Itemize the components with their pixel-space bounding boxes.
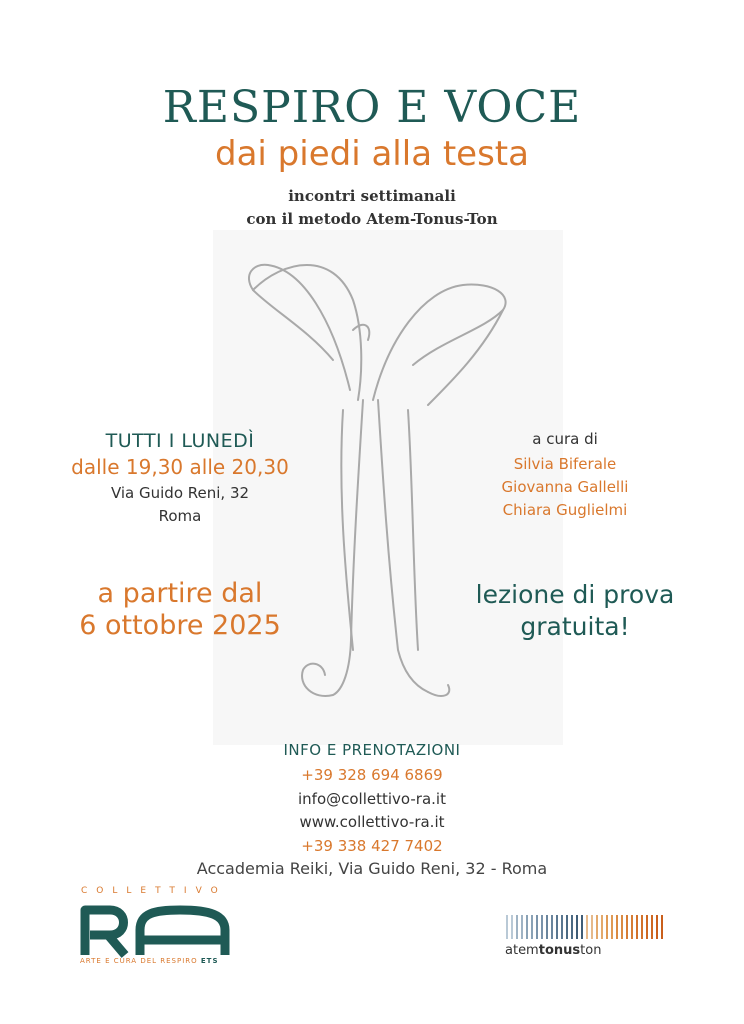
page-subtitle: dai piedi alla testa	[215, 134, 529, 174]
website-link[interactable]: www.collettivo-ra.it	[299, 813, 445, 831]
logo-caption: ARTE E CURA DEL RESPIRO ETS	[80, 957, 219, 965]
start-label: a partire dal	[97, 578, 263, 609]
email-link[interactable]: info@collettivo-ra.it	[298, 790, 446, 808]
phone-number-2[interactable]: +39 338 427 7402	[301, 837, 443, 855]
schedule-hours: dalle 19,30 alle 20,30	[71, 455, 289, 479]
venue-address: Accademia Reiki, Via Guido Reni, 32 - Roma	[196, 859, 548, 878]
curator-name: Silvia Biferale	[513, 455, 617, 473]
info-heading: INFO E PRENOTAZIONI	[283, 741, 461, 759]
curator-name: Chiara Guglielmi	[502, 501, 628, 519]
schedule-address: Via Guido Reni, 32	[110, 484, 250, 502]
schedule-days: TUTTI I LUNEDÌ	[105, 430, 255, 452]
barcode-stripes-icon	[505, 913, 665, 941]
trial-line-1: lezione di prova	[475, 580, 675, 609]
logo-collettivo-text: COLLETTIVO	[81, 886, 227, 896]
start-date: 6 ottobre 2025	[79, 610, 281, 641]
intro-line-2: con il metodo Atem-Tonus-Ton	[246, 210, 498, 228]
trial-line-2: gratuita!	[520, 612, 630, 641]
curators-label: a cura di	[532, 430, 598, 448]
curator-name: Giovanna Gallelli	[501, 478, 629, 496]
schedule-city: Roma	[158, 507, 202, 525]
atemtonuston-logo	[505, 913, 665, 963]
phone-number-1[interactable]: +39 328 694 6869	[301, 766, 443, 784]
page-title: RESPIRO E VOCE	[162, 82, 582, 133]
atemtonuston-wordmark: atemtonuston	[505, 943, 602, 958]
intro-line-1: incontri settimanali	[288, 187, 456, 205]
